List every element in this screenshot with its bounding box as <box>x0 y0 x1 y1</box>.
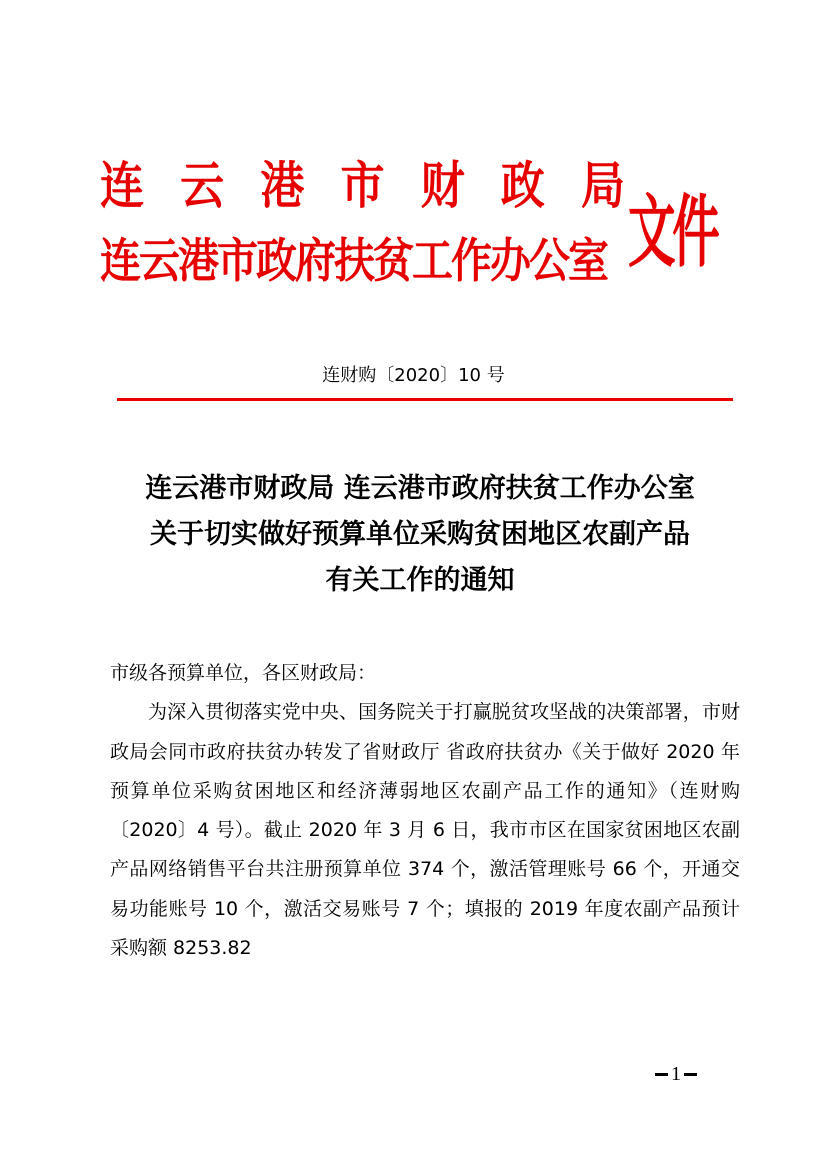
document-title <box>100 466 740 604</box>
page-dash-left <box>655 1073 668 1076</box>
header-divider <box>117 398 733 401</box>
document-body <box>110 654 740 968</box>
issuer-line-poverty-office: 连云港市政府扶贫工作办公室 <box>100 233 607 289</box>
issuer-char: 财 <box>420 156 465 216</box>
issuer-char: 连 <box>100 156 144 216</box>
issuer-char: 云 <box>180 156 225 216</box>
title-line: 有关工作的通知 <box>325 565 515 596</box>
document-number: 连财购〔2020〕10 号 <box>322 365 505 386</box>
title-line: 连云港市财政局 连云港市政府扶贫工作办公室 <box>145 473 695 504</box>
title-line: 关于切实做好预算单位采购贫困地区农副产品 <box>150 519 690 550</box>
issuer-line-finance-bureau <box>100 150 625 224</box>
page-dash-right <box>684 1073 697 1076</box>
document-type-label: 文件 <box>628 186 717 278</box>
body-paragraph: 为深入贯彻落实党中央、国务院关于打赢脱贫攻坚战的决策部署，市财政局会同市政府扶贫办转发了省财政厅 省政府扶贫办《关于做好 2020 年预算单位采购贫困地区和经济薄弱地区农副产品工作的通知》（连财购〔2020〕4 号）。截止 2020 年 3 月 6 日，我市市区在国家贫困地区农副产品网络销售平台共注册预算单位 374 个，激活管理账号 66 个，开通交易功能账号 10 个，激活交易账号 7 个；填报的 2019 年度农副产品预计采购额 8253.82 <box>110 701 740 960</box>
salutation: 市级各预算单位，各区财政局： <box>110 662 377 684</box>
issuer-char: 政 <box>500 156 545 216</box>
issuer-char: 市 <box>340 156 385 216</box>
issuer-char: 局 <box>580 156 625 216</box>
issuer-char: 港 <box>260 156 305 216</box>
page-number <box>655 1062 697 1086</box>
page-number-value: 1 <box>671 1063 681 1085</box>
